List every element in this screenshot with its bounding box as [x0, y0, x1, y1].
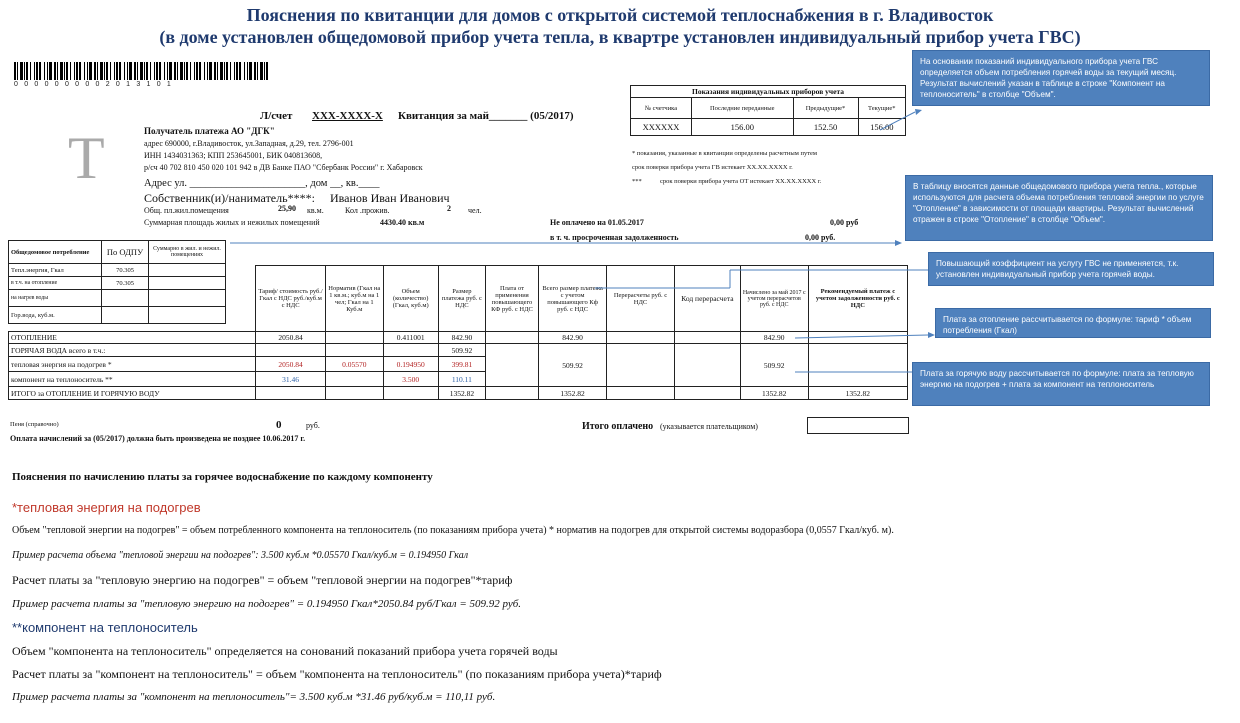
owner-address: Адрес ул. ______________________, дом __, кв.____ [144, 178, 380, 189]
paid-label: Итого оплачено [582, 421, 654, 432]
recipient-inn: ИНН 1434031363; КПП 253645001, БИК 040813608, [144, 151, 323, 160]
recipient-label: Получатель платежа [144, 126, 229, 136]
odpu-row-label: в т.ч. на отопление [9, 277, 102, 290]
col-total: Всего размер платежа с учетом повышающего Кф руб. с НДС [539, 266, 607, 332]
meters-col-current: Текущие* [858, 98, 905, 119]
row-hotwater-total: 509.92 [539, 344, 607, 387]
row-carrier-volume: 3.500 [383, 372, 438, 387]
row-total-payment: 1352.82 [438, 387, 485, 400]
row-heat-energy-label: тепловая энергия на подогрев * [9, 357, 256, 372]
residents-unit: чел. [468, 206, 482, 215]
callout-odpu: В таблицу вносятся данные общедомового прибора учета тепла., которые используются для расчета объема потребления тепловой энергии по услуге "Отопление" в зависимости от площади квартиры. Результат вычислений отражен в строке "Отопление" в столбце "Объем". [905, 175, 1213, 241]
meters-note-2: срок поверки прибора учета ГВ истекает XX.XX.XXXX г. [632, 164, 793, 171]
section-heat-energy-example-2: Пример расчета платы за "тепловую энергию на подогрев" = 0.194950 Гкал*2050.84 руб/Гкал = 509.92 руб. [12, 598, 522, 610]
row-heating-total: 842.90 [539, 332, 607, 344]
section-carrier-text: Объем "компонента на теплоноситель" определяется на сонований показаний прибора учета горячей воды [12, 644, 558, 658]
section-carrier-title: **компонент на теплоноситель [12, 620, 198, 635]
meters-col-last: Последние переданные [692, 98, 794, 119]
payment-deadline: Оплата начислений за (05/2017) должна быть произведена не позднее 10.06.2017 г. [10, 434, 306, 443]
row-heating-payment: 842.90 [438, 332, 485, 344]
section-heat-energy-text: Объем "тепловой энергии на подогрев" = объем потребленного компонента на теплоноситель (по показаниям прибора учета) * норматив на подогрев для открытой системы водоразбора (0,0557 Гкал/куб. м). [12, 525, 894, 536]
row-heat-energy-payment: 399.81 [438, 357, 485, 372]
row-total-recommended: 1352.82 [808, 387, 907, 400]
title-line-1: Пояснения по квитанции для домов с открытой системой теплоснабжения в г. Владивосток [246, 5, 994, 25]
connector-arrow [895, 240, 902, 246]
callout-coefficient: Повышающий коэффициент на услугу ГВС не применяется, т.к. установлен индивидуальный прибор учета горячей воды. [928, 252, 1214, 286]
odpu-row-label: Тепл.энергия, Гкал [9, 264, 102, 277]
row-total-charged: 1352.82 [740, 387, 808, 400]
row-heating-tariff: 2050.84 [256, 332, 326, 344]
unpaid-label: Не оплачено на 01.05.2017 [550, 218, 644, 227]
residents-value: 2 [447, 204, 451, 213]
residents-label: Кол .прожив. [345, 206, 390, 215]
row-hotwater-label: ГОРЯЧАЯ ВОДА всего в т.ч.: [9, 344, 256, 357]
odpu-row-label: на нагрев воды [9, 290, 102, 307]
odpu-h2: По ОДПУ [102, 241, 149, 264]
row-heating-volume: 0.411001 [383, 332, 438, 344]
owner-name: Иванов Иван Иванович [330, 191, 450, 205]
col-charged: Начислено за май 2017 с учетом перерасчетов руб. с НДС [740, 266, 808, 332]
row-carrier-label: компонент на теплоноситель ** [9, 372, 256, 387]
callout-heating-formula: Плата за отопление рассчитывается по формуле: тариф * объем потребления (Гкал) [935, 308, 1211, 338]
col-volume: Объем (количество) (Гкал, куб.м) [383, 266, 438, 332]
section-heat-energy-title: *тепловая энергия на подогрев [12, 500, 201, 515]
row-heat-energy-volume: 0.194950 [383, 357, 438, 372]
meter-current: 156.00 [858, 119, 905, 136]
row-carrier-payment: 110.11 [438, 372, 485, 387]
col-kf: Плата от применения повышающего КФ руб. с НДС [485, 266, 538, 332]
area-label: Общ. пл.жил.помещения [144, 206, 229, 215]
odpu-h3: Суммарно в жил. и нежил. помещениях [149, 241, 226, 264]
area-value: 25,90 [278, 204, 296, 213]
meter-prev: 152.50 [793, 119, 858, 136]
paid-note: (указывается плательщиком) [660, 422, 758, 431]
account-label: Л/счет [260, 110, 293, 122]
meters-col-prev: Предыдущие* [793, 98, 858, 119]
row-total-total: 1352.82 [539, 387, 607, 400]
meters-col-number: № счетчика [631, 98, 692, 119]
section-carrier-example: Пример расчета платы за "компонент на теплоноситель"= 3.500 куб.м *31.46 руб/куб.м = 110,11 руб. [12, 691, 496, 703]
col-code: Код перерасчета [674, 266, 740, 332]
row-carrier-tariff: 31.46 [256, 372, 326, 387]
watermark-letter-t: T [68, 125, 105, 191]
col-recalc: Перерасчеты руб. с НДС [607, 266, 675, 332]
col-recommended: Рекомендуемый платеж с учетом задолженности руб. с НДС [808, 266, 907, 332]
row-hotwater-charged: 509.92 [740, 344, 808, 387]
row-total-label: ИТОГО за ОТОПЛЕНИЕ И ГОРЯЧУЮ ВОДУ [9, 387, 256, 400]
penalty-unit: руб. [306, 421, 320, 430]
section-heat-energy-example-1: Пример расчета объема "тепловой энергии на подогрев": 3.500 куб.м *0.05570 Гкал/куб.м = 0.194950 Гкал [12, 550, 469, 561]
connector-line [795, 335, 928, 338]
odpu-h1: Общедомовое потребление [9, 241, 102, 264]
explanation-heading: Пояснения по начислению платы за горячее водоснабжение по каждому компоненту [12, 471, 433, 483]
section-heat-energy-formula: Расчет платы за "тепловую энергию на подогрев" = объем "тепловой энергии на подогрев"*тариф [12, 573, 513, 587]
col-tariff: Тариф/ стоимость руб./Гкал с НДС руб./куб.м с НДС [256, 266, 326, 332]
meter-last: 156.00 [692, 119, 794, 136]
row-heat-energy-norm: 0.05570 [326, 357, 383, 372]
row-heat-energy-tariff: 2050.84 [256, 357, 326, 372]
account-number: XXX-XXXX-X [312, 110, 383, 122]
meters-header: Показания индивидуальных приборов учета [631, 86, 906, 98]
col-payment: Размер платежа руб. с НДС [438, 266, 485, 332]
callout-meter-volume: На основании показаний индивидуального прибора учета ГВС определяется объем потребления горячей воды за текущий месяц. Результат вычислений указан в таблице в строке "Компонент на теплоноситель" в столбце "Объем". [912, 50, 1210, 106]
meters-note-1: * показания, указанные в квитанции определены расчетным путем [632, 150, 818, 157]
recipient-address: адрес 690000, г.Владивосток, ул.Западная, д.29, тел. 2796-001 [144, 139, 354, 148]
penalty-label: Пеня (справочно) [10, 421, 59, 428]
title-line-2: (в доме установлен общедомовой прибор учета тепла, в квартре установлен индивидуальный прибор учета ГВС) [159, 27, 1081, 47]
row-heating-label: ОТОПЛЕНИЕ [9, 332, 256, 344]
penalty-value: 0 [276, 419, 282, 431]
total-area-label: Суммарная площадь жилых и нежилых помещений [144, 218, 320, 227]
receipt-period: Квитанция за май_______ (05/2017) [398, 110, 574, 122]
odpu-row-value: 70.305 [102, 264, 149, 277]
odpu-row-label: Гор.вода, куб.м. [9, 307, 102, 324]
recipient-bank: р/сч 40 702 810 450 020 101 942 в ДВ Банке ПАО "Сбербанк России" г. Хабаровск [144, 163, 423, 172]
connector-line [880, 112, 915, 130]
odpu-row-value: 70.305 [102, 277, 149, 290]
overdue-label: в т. ч. просроченная задолженность [550, 233, 679, 242]
area-unit: кв.м. [307, 206, 324, 215]
meters-note-3: срок поверки прибора учета ОТ истекает XX.XX.XXXX г. [660, 178, 822, 185]
unpaid-value: 0,00 руб [830, 218, 859, 227]
overdue-value: 0,00 руб. [805, 233, 836, 242]
row-hotwater-payment: 509.92 [438, 344, 485, 357]
owner-label: Собственник(и)/наниматель****: [144, 191, 315, 205]
row-heating-charged: 842.90 [740, 332, 808, 344]
callout-hotwater-formula: Плата за горячую воду рассчитывается по формуле: плата за тепловую энергию на подогрев + плата за компонент на теплоноситель [912, 362, 1210, 406]
recipient-name: АО "ДГК" [230, 126, 275, 136]
connector-arrow [915, 109, 922, 115]
meter-number: XXXXXX [631, 119, 692, 136]
total-area-value: 4430.40 кв.м [380, 218, 425, 227]
meters-note-3-mark: *** [632, 178, 642, 185]
section-carrier-formula: Расчет платы за "компонент на теплоноситель" = объем "компонента на теплоноситель" (по показаниям прибора учета)*тариф [12, 667, 662, 681]
col-norm: Норматив (Гкал на 1 кв.м.; куб.м на 1 чел; Гкал на 1 Куб.м [326, 266, 383, 332]
connector-arrow [928, 332, 935, 338]
barcode-digits: 0000000002013101 [14, 81, 178, 88]
